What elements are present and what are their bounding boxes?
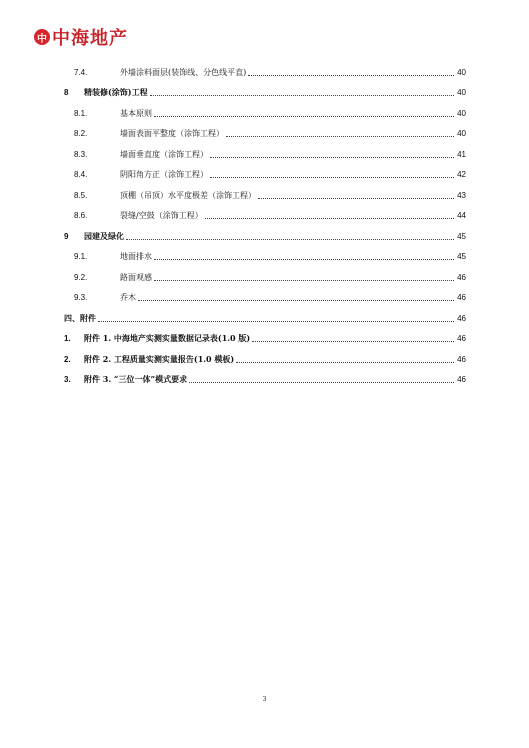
logo-text: 中海地产 <box>52 28 128 49</box>
toc-entry[interactable] <box>64 165 466 186</box>
company-logo <box>34 24 128 50</box>
toc-entry[interactable] <box>64 308 466 329</box>
toc-entry[interactable] <box>64 349 466 370</box>
toc-entry-title: 墙面垂直度（涂饰工程） <box>120 149 208 159</box>
toc-entry-page: 40 <box>457 108 466 118</box>
toc-entry-number: 1. <box>64 334 71 344</box>
toc-entry-page: 40 <box>457 88 466 98</box>
toc-dot-leader <box>236 362 454 363</box>
toc-dot-leader <box>154 259 454 260</box>
toc-dot-leader <box>210 177 454 178</box>
toc-entry[interactable] <box>64 247 466 268</box>
toc-entry-number: 8.1. <box>74 108 88 118</box>
toc-entry-number: 7.4. <box>74 67 88 77</box>
toc-entry-title: 园建及绿化 <box>84 230 124 241</box>
toc-entry[interactable] <box>64 83 466 104</box>
toc-entry-title: 外墙涂料面层(装饰线、分色线平直) <box>120 67 247 77</box>
toc-dot-leader <box>154 280 454 281</box>
toc-entry[interactable] <box>64 62 466 83</box>
toc-entry-title: 地面排水 <box>120 252 152 262</box>
toc-entry-number: 8.2. <box>74 129 88 139</box>
toc-entry-title: 附件 3. “三位一体”模式要求 <box>84 374 188 385</box>
toc-entry-page: 46 <box>457 313 466 323</box>
toc-entry-number: 3. <box>64 375 71 385</box>
toc-entry-number: 8.6. <box>74 211 88 221</box>
toc-entry[interactable] <box>64 206 466 227</box>
toc-dot-leader <box>98 321 454 322</box>
toc-entry-title: 乔木 <box>120 293 136 303</box>
toc-entry[interactable] <box>64 267 466 288</box>
toc-dot-leader <box>138 300 454 301</box>
toc-dot-leader <box>126 239 454 240</box>
toc-entry-number: 9.2. <box>74 272 88 282</box>
toc-dot-leader <box>189 382 454 383</box>
toc-entry[interactable] <box>64 329 466 350</box>
toc-entry-title: 墙面表面平整度（涂饰工程） <box>120 129 224 139</box>
toc-entry-title: 附件 1. 中海地产实测实量数据记录表(1.0 版) <box>84 333 251 344</box>
toc-entry-page: 45 <box>457 252 466 262</box>
toc-entry-title: 路面观感 <box>120 272 152 282</box>
toc-entry-number: 8.3. <box>74 149 88 159</box>
toc-entry-number: 9.3. <box>74 293 88 303</box>
toc-entry-title: 顶棚（吊顶）水平度极差（涂饰工程） <box>120 190 256 200</box>
toc-entry-page: 43 <box>457 190 466 200</box>
toc-entry-title: 四、附件 <box>64 312 96 323</box>
toc-entry-page: 46 <box>457 334 466 344</box>
toc-entry-number: 2. <box>64 354 71 364</box>
toc-entry[interactable] <box>64 185 466 206</box>
toc-entry[interactable] <box>64 144 466 165</box>
toc-entry-page: 42 <box>457 170 466 180</box>
toc-entry[interactable] <box>64 226 466 247</box>
toc-entry-page: 44 <box>457 211 466 221</box>
toc-entry-page: 45 <box>457 231 466 241</box>
table-of-contents <box>64 62 466 390</box>
toc-entry-page: 40 <box>457 129 466 139</box>
toc-dot-leader <box>210 157 454 158</box>
toc-entry-title: 精装修(涂饰)工程 <box>84 87 148 98</box>
page-number: 3 <box>262 695 267 703</box>
toc-entry-title: 基本原则 <box>120 108 152 118</box>
toc-entry[interactable] <box>64 103 466 124</box>
toc-entry[interactable] <box>64 124 466 145</box>
toc-dot-leader <box>150 95 454 96</box>
toc-dot-leader <box>258 198 454 199</box>
toc-entry-title: 裂缝/空鼓（涂饰工程） <box>120 211 203 221</box>
toc-entry-number: 8.5. <box>74 190 88 200</box>
toc-entry-page: 46 <box>457 354 466 364</box>
toc-dot-leader <box>248 75 454 76</box>
toc-entry-number: 8 <box>64 88 69 98</box>
toc-entry-number: 9 <box>64 231 69 241</box>
toc-entry[interactable] <box>64 288 466 309</box>
toc-entry[interactable] <box>64 370 466 391</box>
toc-entry-number: 8.4. <box>74 170 88 180</box>
toc-dot-leader <box>226 136 454 137</box>
toc-dot-leader <box>154 116 454 117</box>
toc-entry-page: 41 <box>457 149 466 159</box>
toc-entry-number: 9.1. <box>74 252 88 262</box>
toc-dot-leader <box>205 218 454 219</box>
toc-entry-page: 40 <box>457 67 466 77</box>
toc-dot-leader <box>252 341 454 342</box>
toc-entry-title: 附件 2. 工程质量实测实量报告(1.0 模板) <box>84 353 235 364</box>
toc-entry-title: 阴阳角方正（涂饰工程） <box>120 170 208 180</box>
toc-entry-page: 46 <box>457 293 466 303</box>
logo-mark-icon: 中 <box>34 29 50 45</box>
toc-entry-page: 46 <box>457 272 466 282</box>
toc-entry-page: 46 <box>457 375 466 385</box>
